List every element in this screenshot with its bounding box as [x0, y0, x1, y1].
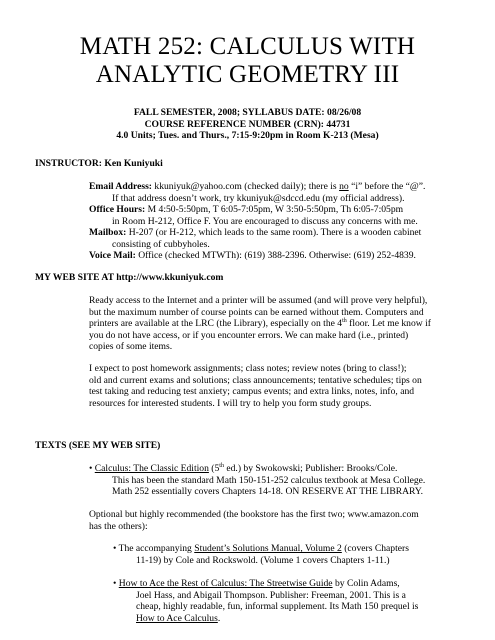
mailbox-line-2: consisting of cubbyholes.: [112, 238, 210, 250]
email-line: Email Address: kkuniyuk@yahoo.com (checked daily); there is no “i” before the “@”.: [89, 181, 426, 192]
textbook-title: Calculus: The Classic Edition: [94, 463, 209, 474]
office-hours-label: Office Hours:: [89, 204, 146, 215]
solutions-manual-item: • The accompanying Student’s Solutions Manual, Volume 2 (covers Chapters 11-19) by Cole and Rockswold. (Volume 1 covers Chapters 1-11.): [113, 543, 409, 566]
course-info: [0, 107, 495, 142]
office-hours-line: Office Hours: M 4:50-5:50pm, T 6:05-7:05pm, W 3:50-5:50pm, Th 6:05-7:05pm: [89, 204, 404, 215]
mailbox-line: Mailbox: H-207 (or H-212, which leads to the same room). There is a wooden cabinet: [89, 227, 422, 238]
office-hours-line-2: in Room H-212, Office F. You are encouraged to discuss any concerns with me.: [112, 215, 418, 227]
crn-line: COURSE REFERENCE NUMBER (CRN): 44731: [144, 118, 351, 130]
website-heading: MY WEB SITE AT http://www.kkuniyuk.com: [35, 272, 224, 283]
units-line: 4.0 Units; Tues. and Thurs., 7:15-9:20pm in Room K-213 (Mesa): [116, 130, 379, 142]
title-line-2: ANALYTIC GEOMETRY III: [95, 61, 400, 88]
contact-info: [89, 181, 425, 262]
texts-heading: TEXTS (SEE MY WEB SITE): [35, 440, 161, 451]
semester-line: FALL SEMESTER, 2008; SYLLABUS DATE: 08/26/08: [133, 107, 362, 118]
optional-texts-intro: Optional but highly recommended (the bookstore has the first two; www.amazon.com has the others):: [89, 509, 419, 532]
voice-mail-line: Voice Mail: Office (checked MTWTh): (619) 388-2396. Otherwise: (619) 252-4839.: [89, 250, 416, 261]
website-paragraph-2: I expect to post homework assignments; class notes; review notes (bring to class!); old and current exams and solutions; class announcements; tentative schedules; tips on test taking and reducing test anxiety; campus events; and extra links, notes, info, and resources for interested students. I will try to help you form study groups.: [89, 363, 422, 409]
streetwise-guide-title: How to Ace the Rest of Calculus: The Streetwise Guide: [118, 578, 333, 589]
title-line-1: MATH 252: CALCULUS WITH: [79, 33, 416, 60]
page-title: [0, 33, 495, 89]
prequel-title: How to Ace Calculus: [136, 612, 218, 624]
textbook-item: • Calculus: The Classic Edition (5th ed.) by Swokowski; Publisher: Brooks/Cole. This has been the standard Math 150-151-252 calculus textbook at Mesa College. Math 252 essentially covers Chapters 14-18. ON RESERVE AT THE LIBRARY.: [89, 462, 426, 497]
website-paragraph-1: Ready access to the Internet and a printer will be assumed (and will prove very helpful), but the maximum number of course points can be earned without them. Computers and printers are available at the LRC (the Library), especially on the 4th floor. Let me know if you do not have access, or if you encounter errors. We can make hard (i.e., printed) copies of some items.: [89, 295, 431, 352]
solutions-manual-title: Student’s Solutions Manual, Volume 2: [194, 543, 342, 554]
streetwise-guide-item: • How to Ace the Rest of Calculus: The Streetwise Guide by Colin Adams, Joel Hass, and Abigail Thompson. Publisher: Freeman, 2001. This is a cheap, highly readable, fun, informal supplement. Its Math 150 prequel is How to Ace Calculus.: [113, 578, 419, 624]
email-alt-line: If that address doesn’t work, try kkuniyuk@sdccd.edu (my official address).: [112, 192, 405, 204]
voice-mail-label: Voice Mail:: [89, 250, 136, 261]
instructor-heading: INSTRUCTOR: Ken Kuniyuki: [35, 158, 163, 169]
mailbox-label: Mailbox:: [89, 227, 127, 238]
email-label: Email Address:: [89, 181, 152, 192]
